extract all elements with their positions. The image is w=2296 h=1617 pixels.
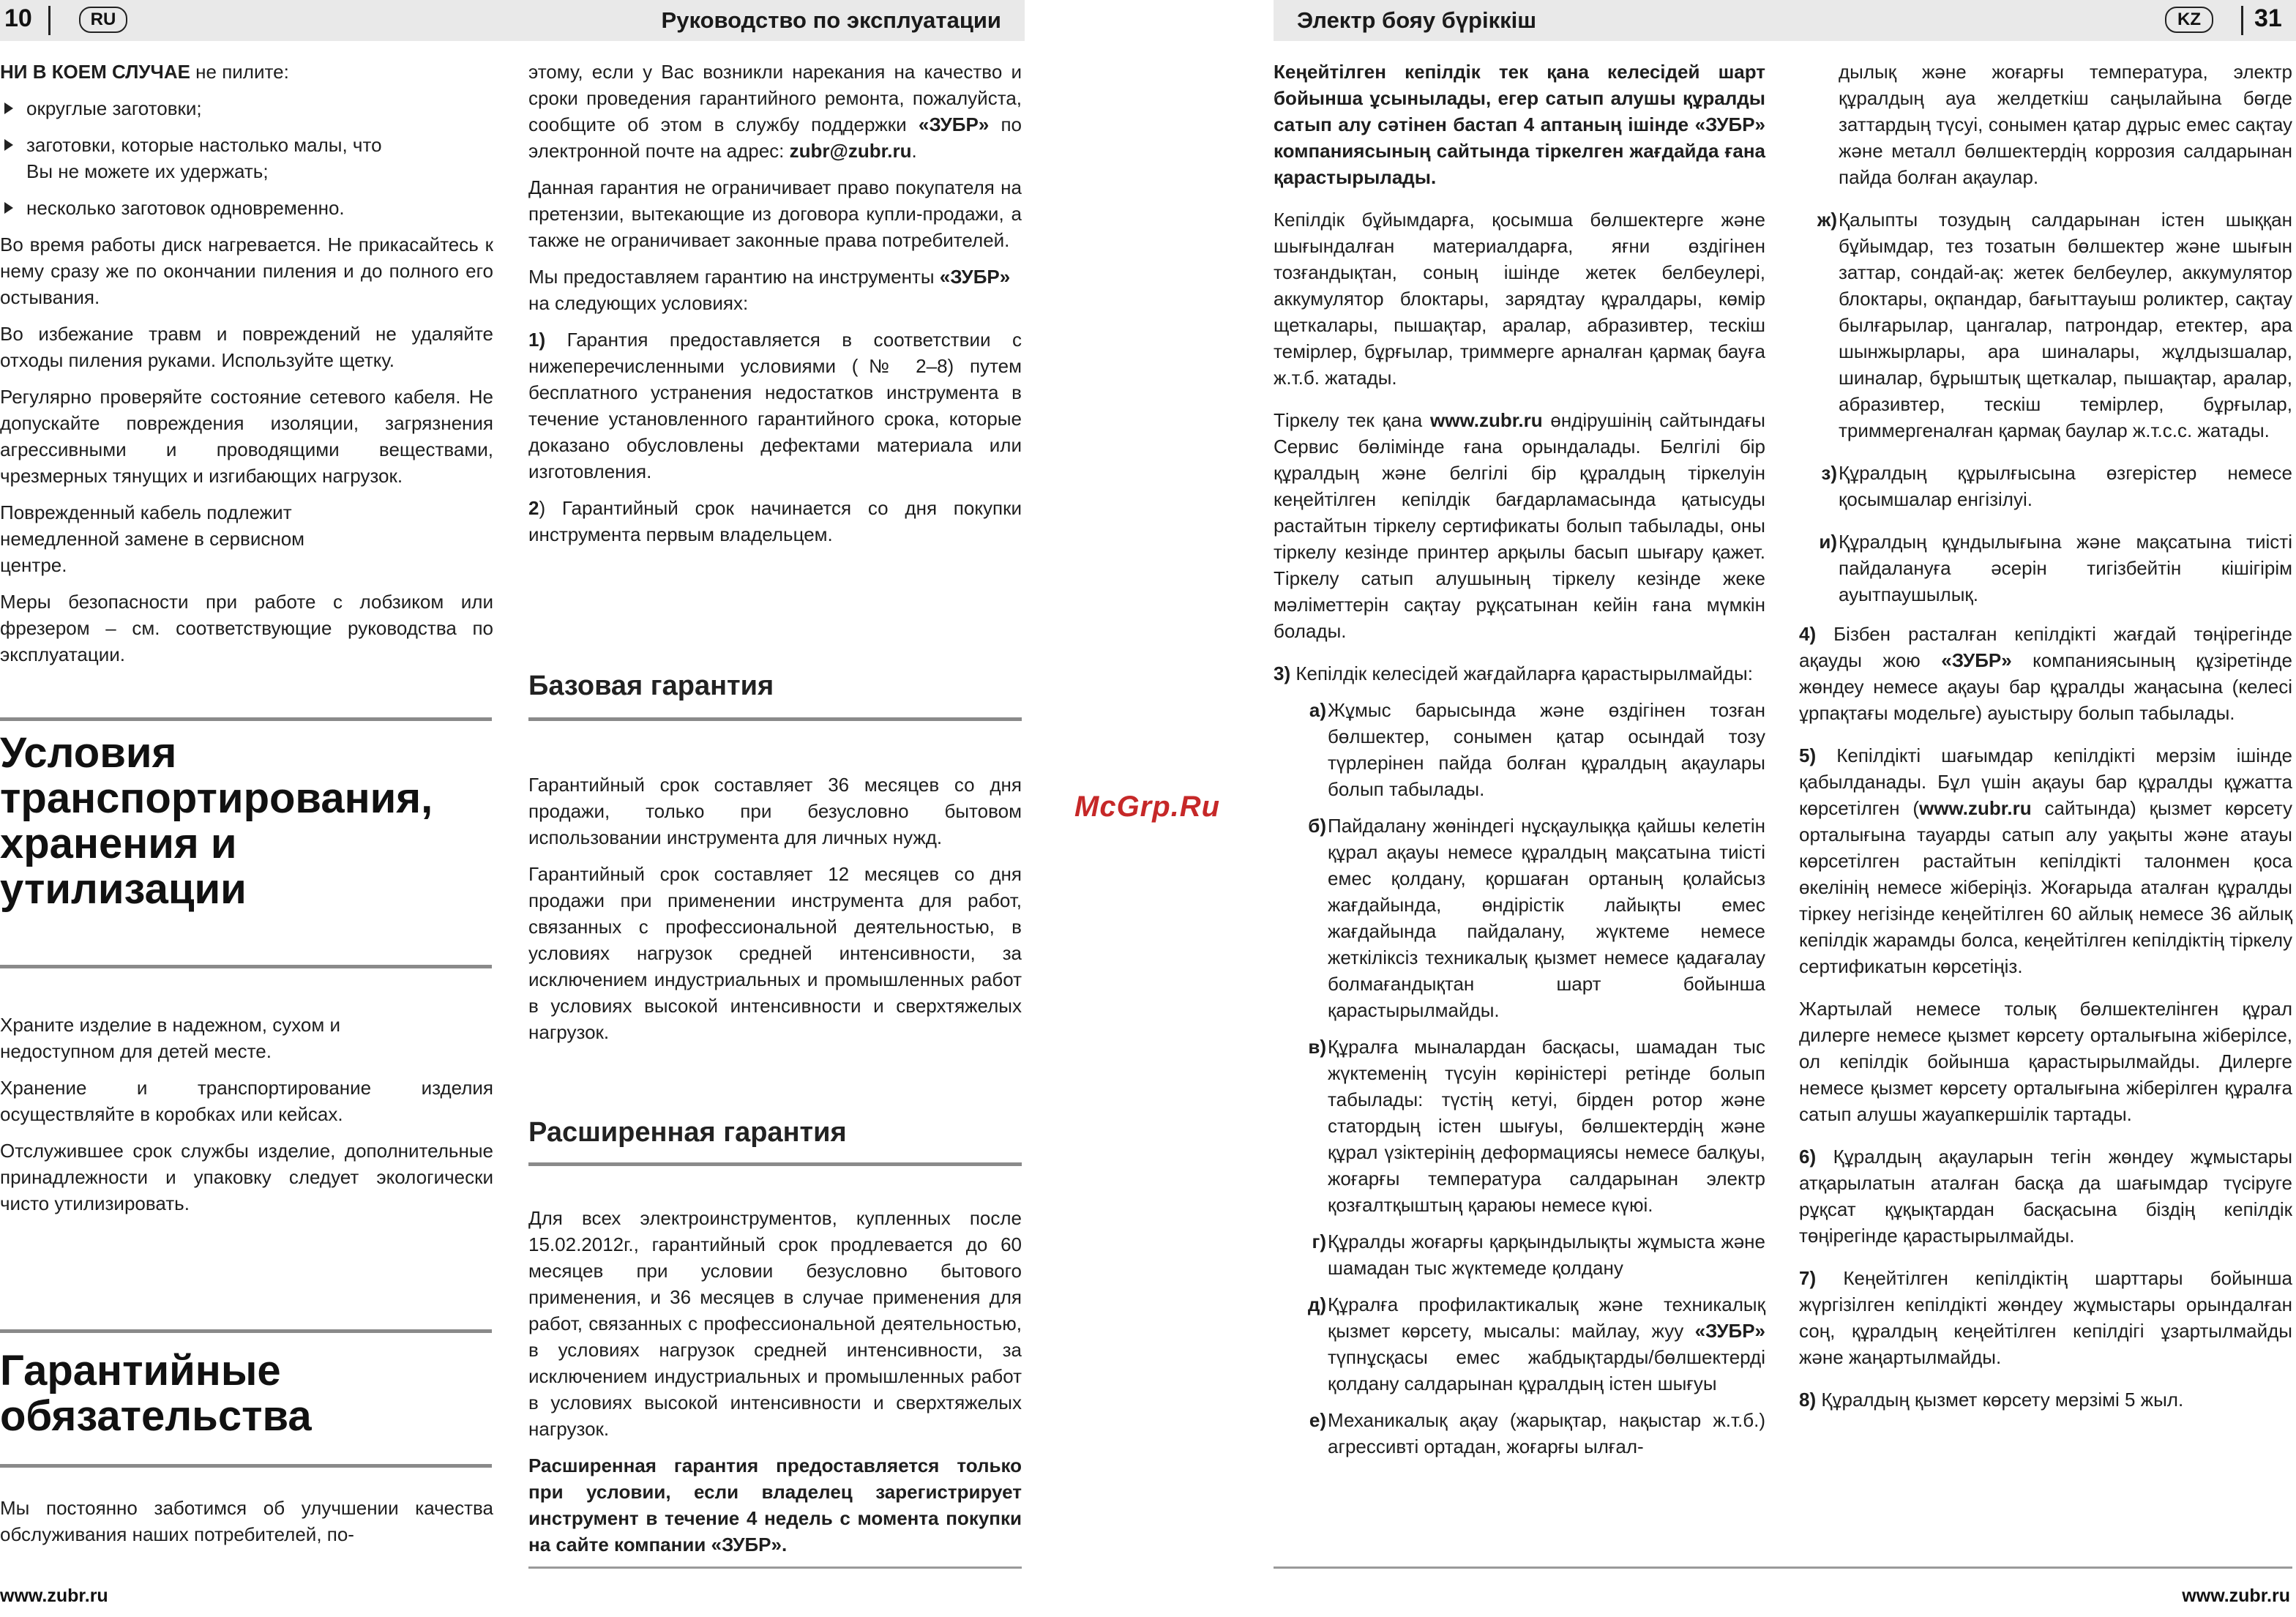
heading-extended-warranty: Расширенная гарантия: [528, 1117, 847, 1148]
section-rule: [528, 717, 1022, 721]
body-paragraph: Хранение и транспортирование изделия осуществляйте в коробках или кейсах.: [0, 1077, 493, 1125]
exclusion-item: е) Механикалық ақау (жарықтар, нақыстар ж.т.б.) агрессивті ортадан, жоғарғы ылғал-: [1309, 1409, 1765, 1457]
right-header-title: Электр бояу бүріккіш: [1297, 7, 1537, 33]
watermark: McGrp.Ru: [1074, 791, 1221, 823]
bullet-item: округлые заготовки;: [0, 95, 493, 122]
condition-1: 1) Гарантия предоставляется в соответствии с нижеперечисленными условиями (№ 2–8) путем бесплатного устранения недостатков инструмента в течение установленного гарантийного срока, которые доказано обусловлены дефектами материала или изготовления.: [528, 329, 1022, 482]
left-page-number: 10: [4, 4, 32, 32]
body-paragraph: Поврежденный кабель подлежит немедленной замене в сервисном центре.: [0, 501, 305, 576]
body-paragraph: Гарантийный срок составляет 12 месяцев со дня продажи при применении инструмента для работ, связанных с профессиональной деятельностью, в условиях нагрузок средней интенсивности, за исключением индустриальных и промышленных работ в условиях высокой интенсивности и сверхтяжелых нагрузок.: [528, 863, 1022, 1043]
exclusion-item: и) Құралдың құндылығына және мақсатына тиісті пайдалануға әсерін тигізбейтін кішігірім ауытпаушылық.: [1819, 531, 2292, 605]
body-paragraph: Во время работы диск нагревается. Не прикасайтесь к нему сразу же по окончании пиления и до полного его остывания.: [0, 234, 493, 308]
right-header-divider: [2241, 6, 2243, 35]
section-rule: [0, 1329, 492, 1333]
support-email: zubr@zubr.ru: [789, 140, 912, 162]
exclusions-intro: 3) Кепілдік келесідей жағдайларға қарастырылмайды:: [1274, 662, 1753, 684]
body-paragraph: Во избежание травм и повреждений не удаляйте отходы пиления руками. Используйте щетку.: [0, 323, 493, 371]
exclusion-item: б) Пайдалану жөніндегі нұсқаулыққа қайшы келетін құрал ақауы немесе құралдың мақсатына тиісті емес қолдану, қоршаған ортаның қолайсыз жағдайында, өндірістік лайықты емес жағдайында пайдалану, жүктеме немесе жеткіліксіз техникалық қызмет немесе қадағалау болмағандықтан шарт бойынша қарастырылмайды.: [1308, 815, 1765, 1021]
heading-warranty: Гарантийные обязательства: [0, 1347, 312, 1440]
left-header-divider: [48, 6, 51, 35]
exclusion-item: ж) Қалыпты тозудың салдарынан істен шыққан бұйымдар, тез тозатын бөлшектер және шығын заттар, сондай-ақ: жетек белбеулер, аккумулятор блоктары, оқпандар, бағыттауыш роликтер, сақтау былғарылар, цангалар, патрондар, етектер, ара шынжырлары, ара шиналары, жұлдызшалар, шиналар, бұрыштық щеткалар, пышақтар, аралар, абразивтер, тескіш темірлер, бұрғылар, триммергеналған қармақ баулар ж.т.с.с. жатады.: [1817, 209, 2292, 441]
footer-rule: [1274, 1566, 2292, 1569]
bullet-item: заготовки, которые настолько малы, что Вы не можете их удержать;: [0, 132, 407, 184]
saw-warning: НИ В КОЕМ СЛУЧАЕ не пилите:: [0, 61, 289, 83]
heading-base-warranty: Базовая гарантия: [528, 671, 774, 701]
left-header-bar: [0, 0, 1025, 41]
condition-2: 2) Гарантийный срок начинается со дня покупки инструмента первым владельцем.: [528, 497, 1022, 545]
warranty-clause-8: 8) Құралдың қызмет көрсету мерзімі 5 жыл.: [1799, 1389, 2184, 1411]
heading-transport-storage: Условия транспортирования, хранения и утилизации: [0, 729, 433, 913]
body-paragraph: Отслужившее срок службы изделие, дополнительные принадлежности и упаковку следует экологически чисто утилизировать.: [0, 1140, 493, 1214]
warranty-clause-4: 4) Бізбен расталған кепілдікті жағдай төңірегінде ақауды жою «ЗУБР» компаниясының құзіретінде жөндеу немесе ақауы бар құралды жаңасына (келесі ұрпақтағы модельге) ауыстыру болып табылады.: [1799, 623, 2292, 724]
exclusion-item-continued: дылық және жоғарғы температура, электр құралдың ауа желдеткіш саңылайына бөгде заттардың түсуі, сонымен қатар дұрыс емес сақтау және металл бөлшектердің коррозия салдарынан пайда болған ақаулар.: [1839, 61, 2292, 188]
body-paragraph: Жартылай немесе толық бөлшектелінген құрал дилерге немесе қызмет көрсету орталығына жіберілсе, ол кепілдік бойынша қарастырылмайды. Дилерге немесе қызмет көрсету орталығына жіберілген құралға сатып алушы жауапкершілік тартады.: [1799, 998, 2292, 1125]
right-page: [1274, 0, 2296, 1617]
registration-paragraph: Тіркелу тек қана www.zubr.ru өндірушінің сайтындағы Сервис бөлімінде ғана орындалады. Белгілі бір құралдың және белгілі бір құралдың тіркелуін кеңейтілген кепілдік бағдарламасында қатысуды растайтын тіркелу сертификаты болып табылады, оны тіркелу кезінде принтер арқылы басып шығару қажет. Тіркелу сатып алушының тіркелу кезінде жеке мәліметтерін сақтау рұқсатынан кейін ғана мүмкін болады.: [1274, 409, 1765, 642]
lang-badge-ru: RU: [79, 7, 127, 33]
left-page: [0, 0, 1025, 1617]
body-paragraph: Гарантийный срок составляет 36 месяцев со дня продажи, только при безусловно бытовом использовании инструмента для личных нужд.: [528, 774, 1022, 848]
right-header-bar: [1274, 0, 2296, 41]
exclusion-item: г) Құралды жоғарғы қарқындылықты жұмыста және шамадан тыс жүктемеде қолдану: [1312, 1231, 1765, 1279]
bullet-item: несколько заготовок одновременно.: [0, 195, 493, 221]
warranty-intro: Мы постоянно заботимся об улучшении качества обслуживания наших потребителей, по-: [0, 1497, 493, 1545]
footer-rule: [528, 1566, 1022, 1569]
body-paragraph: Регулярно проверяйте состояние сетевого кабеля. Не допускайте повреждения изоляции, загрязнения агрессивными и проводящими веществами, чрезмерных тянущих и изгибающих нагрузок.: [0, 386, 493, 487]
warranty-clause-6: 6) Құралдың ақауларын тегін жөндеу жұмыстары атқарылатын аталған басқа да шағымдар түсіруге рұқсат құқықтардан басқасына біздің кепілдік төңірегінде қарастырылмайды.: [1799, 1146, 2292, 1247]
right-column-1: [1274, 59, 1765, 1470]
exclusion-item: д) Құралға профилактикалық және техникалық қызмет көрсету, мысалы: майлау, жуу «ЗУБР» түпнұсқасы емес жабдықтарды/бөлшектерді қолдану салдарынан құралдың істен шығуы: [1307, 1293, 1765, 1394]
warranty-clause-5: 5) Кепілдікті шағымдар кепілдікті мерзім ішінде қабылданады. Бұл үшін ақауы бар құралды құжатта көрсетілген (www.zubr.ru сайтында) қызмет көрсету орталығына тауарды сатып алу уақыты және атауы көрсетілген растайтын кепілдікті талонмен қоса өкелінің немесе жіберіңіз. Жоғарыда аталған құралды тіркеу негізінде кеңейтілген 60 айлық немесе 36 айлық кепілдік жарамды болса, кеңейтілген кепілдіктің тіркелу сертификатын көрсетіңіз.: [1799, 744, 2292, 977]
right-footer-url[interactable]: www.zubr.ru: [2182, 1586, 2290, 1606]
section-rule: [0, 1464, 492, 1468]
right-column-2: [1799, 59, 2292, 1423]
body-paragraph: Для всех электроинструментов, купленных после 15.02.2012г., гарантийный срок продлевается до 60 месяцев при условии безусловно бытового применения, и 36 месяцев в случае применения для работ, связанных с профессиональной деятельностью, в условиях нагрузок средней интенсивности, за исключением индустриальных и промышленных работ в условиях высокой интенсивности и сверхтяжелых нагрузок.: [528, 1207, 1022, 1440]
body-paragraph: Храните изделие в надежном, сухом и недоступном для детей месте.: [0, 1014, 340, 1062]
section-rule: [0, 965, 492, 968]
left-footer-url[interactable]: www.zubr.ru: [0, 1586, 108, 1606]
body-paragraph: Меры безопасности при работе с лобзиком или фрезером – см. соответствующие руководства по эксплуатации.: [0, 591, 493, 665]
exclusion-item: в) Құралға мыналардан басқасы, шамадан тыс жүктеменің түсуін көріністері ретінде болып табылады: түстің кетуі, бірден ротор және статордың істен шығуы, бөлшектердің және құрал үзіктерінің деформациясы немесе балқуы, жоғарғы температура салдарынан электр қозғалтқыштың қараюы немесе күюі.: [1308, 1036, 1765, 1216]
section-rule: [528, 1162, 1022, 1166]
body-paragraph: Данная гарантия не ограничивает право покупателя на претензии, вытекающие из договора купли-продажи, а также не ограничивает законные права потребителей.: [528, 176, 1022, 251]
transport-section: [0, 1012, 493, 1227]
left-header-title: Руководство по эксплуатации: [661, 7, 1001, 33]
extended-warranty-section: [528, 1205, 1022, 1568]
exclusion-item: а) Жұмыс барысында және өздігінен тозған бөлшектер, сонымен қатар осындай тозу түрлерінен пайда болған құралдың ақаулары болып табылады.: [1309, 699, 1765, 800]
section-rule: [0, 717, 492, 721]
warranty-clause-7: 7) Кеңейтілген кепілдіктің шарттары бойынша жүргізілген кепілдікті жөндеу жұмыстары орындалған соң, құралдың кеңейтілген кепілдігі ұзартылмайды және жаңартылмайды.: [1799, 1267, 2292, 1368]
lang-badge-kz: KZ: [2165, 7, 2213, 33]
left-column-1: [0, 59, 493, 678]
extended-warranty-condition: Кеңейтілген кепілдік тек қана келесідей шарт бойынша ұсынылады, егер сатып алушы құралды сатып алу сәтінен бастап 4 аптаның ішінде «ЗУБР» компаниясының сайтында тіркелген жағдайда ғана қарастырылады.: [1274, 61, 1765, 188]
left-column-2: [528, 59, 1022, 558]
support-contact: этому, если у Вас возникли нарекания на качество и сроки проведения гарантийного ремонта, пожалуйста, сообщите об этом в службу поддержки «ЗУБР» по электронной почте на адрес: zubr@zubr.ru.: [528, 61, 1022, 162]
base-warranty-section: [528, 772, 1022, 1056]
warranty-conditions-intro: Мы предоставляем гарантию на инструменты «ЗУБР» на следующих условиях:: [528, 266, 1011, 314]
registration-condition: Расширенная гарантия предоставляется только при условии, если владелец зарегистрирует инструмент в течение 4 недель с момента покупки на сайте компании «ЗУБР».: [528, 1454, 1022, 1556]
body-paragraph: Кепілдік бұйымдарға, қосымша бөлшектерге және шығындалған материалдарға, яғни өздігінен тозғандықтан, соның ішінде жетек белбеулері, аккумулятор блоктары, зарядтау құралдары, көмір щеткалары, пышақтар, аралар, абразивтер, тескіш темірлер, бұрғылар, триммерге арналған қармақ бауға ж.т.б. жатады.: [1274, 209, 1765, 389]
exclusion-item: з) Құралдың құрылғысына өзгерістер немесе қосымшалар енгізілуі.: [1821, 462, 2292, 510]
right-page-number: 31: [2254, 4, 2282, 32]
